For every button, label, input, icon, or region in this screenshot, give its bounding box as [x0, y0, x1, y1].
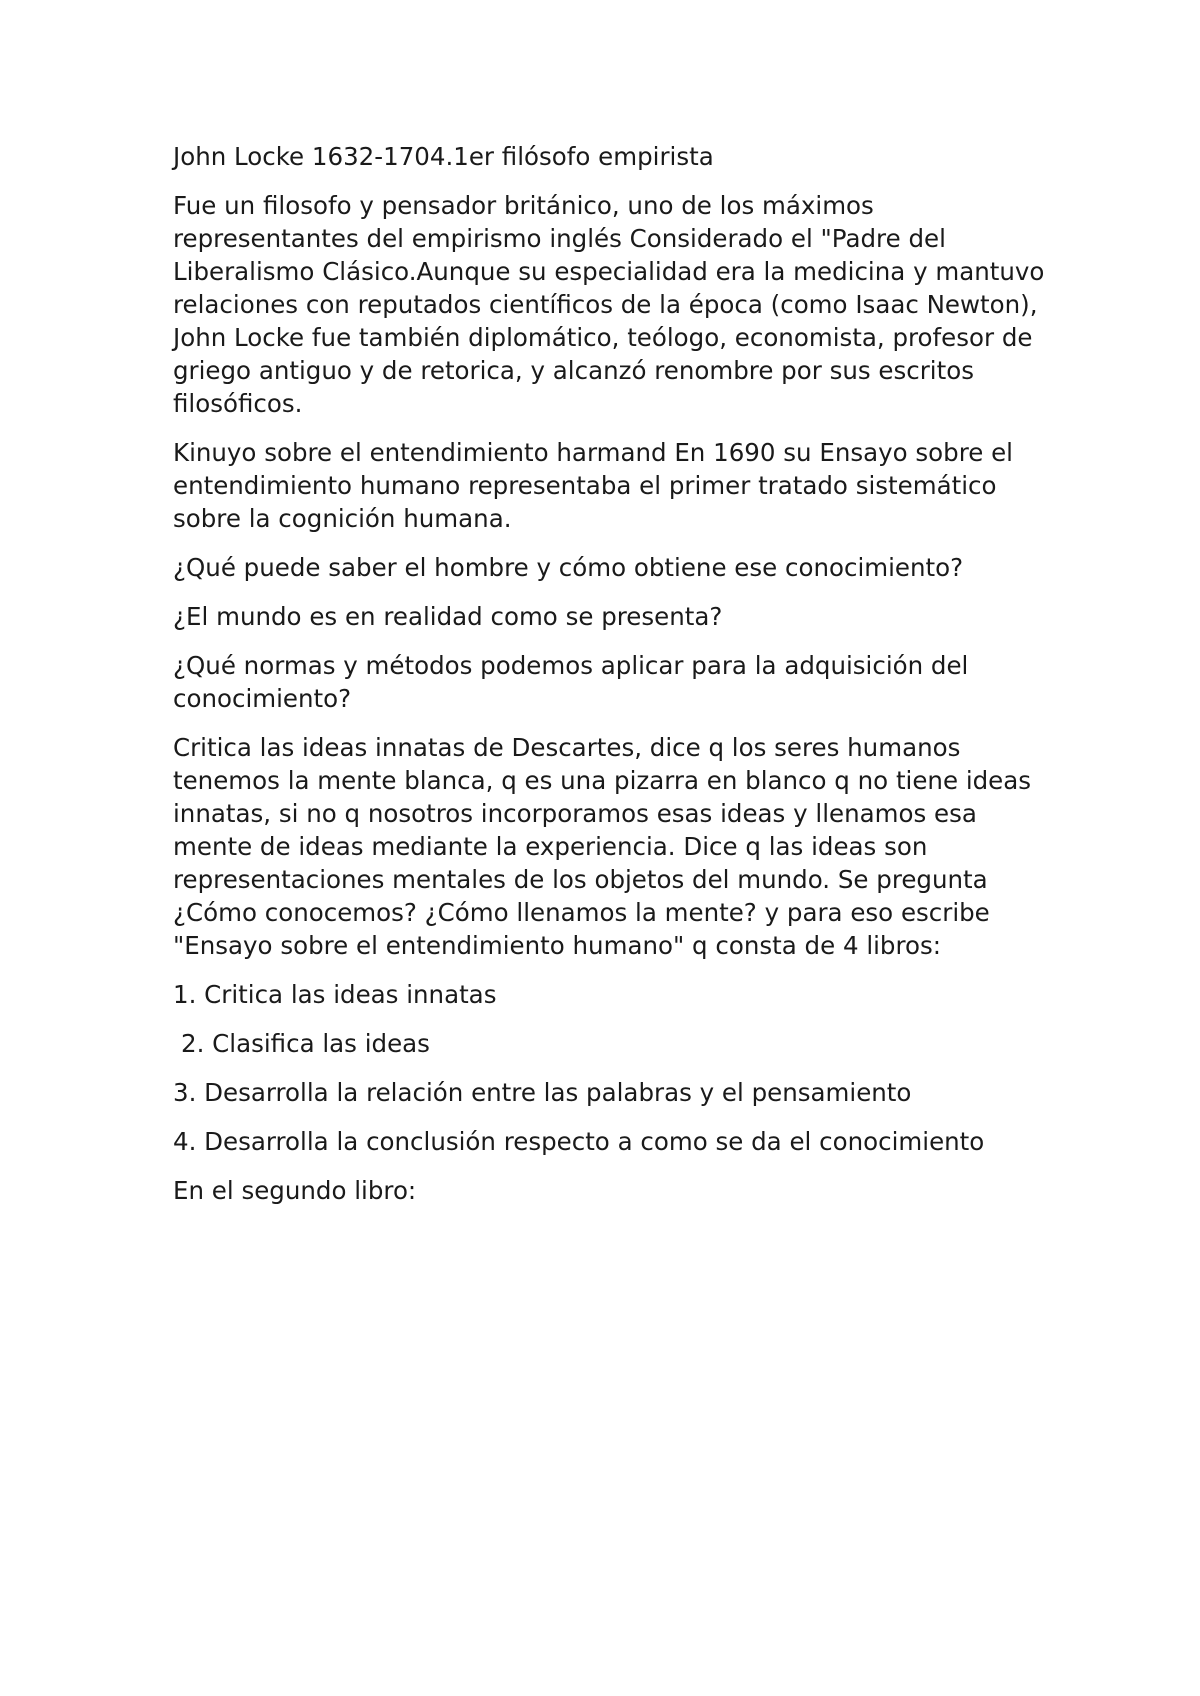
title-line: John Locke 1632-1704.1er filósofo empirista: [173, 142, 714, 171]
list-item: 1. Critica las ideas innatas: [173, 980, 497, 1009]
paragraph-essay: Kinuyo sobre el entendimiento harmand En 1690 su Ensayo sobre el entendimiento humano representaba el primer tratado sistemático sobre la cognición humana.: [173, 438, 1013, 533]
question-knowledge: ¿Qué puede saber el hombre y cómo obtiene ese conocimiento?: [173, 553, 964, 582]
document-body: [173, 140, 1053, 1223]
question-methods: ¿Qué normas y métodos podemos aplicar para la adquisición del conocimiento?: [173, 651, 969, 713]
paragraph-intro: Fue un filosofo y pensador británico, uno de los máximos representantes del empirismo inglés Considerado el "Padre del Liberalismo Clásico.Aunque su especialidad era la medicina y mantuvo relaciones con reputados científicos de la época (como Isaac Newton), John Locke fue también diplomático, teólogo, economista, profesor de griego antiguo y de retorica, y alcanzó renombre por sus escritos filosóficos.: [173, 191, 1045, 418]
list-item: 2. Clasifica las ideas: [181, 1029, 430, 1058]
closing-line: En el segundo libro:: [173, 1176, 417, 1205]
paragraph-innate-ideas: Critica las ideas innatas de Descartes, dice q los seres humanos tenemos la mente blanca, q es una pizarra en blanco q no tiene ideas innatas, si no q nosotros incorporamos esas ideas y llenamos esa mente de ideas mediante la experiencia. Dice q las ideas son representaciones mentales de los objetos del mundo. Se pregunta ¿Cómo conocemos? ¿Cómo llenamos la mente? y para eso escribe "Ensayo sobre el entendimiento humano" q consta de 4 libros:: [173, 733, 1032, 960]
list-item: 3. Desarrolla la relación entre las palabras y el pensamiento: [173, 1078, 912, 1107]
question-world: ¿El mundo es en realidad como se presenta?: [173, 602, 723, 631]
list-item: 4. Desarrolla la conclusión respecto a como se da el conocimiento: [173, 1127, 985, 1156]
